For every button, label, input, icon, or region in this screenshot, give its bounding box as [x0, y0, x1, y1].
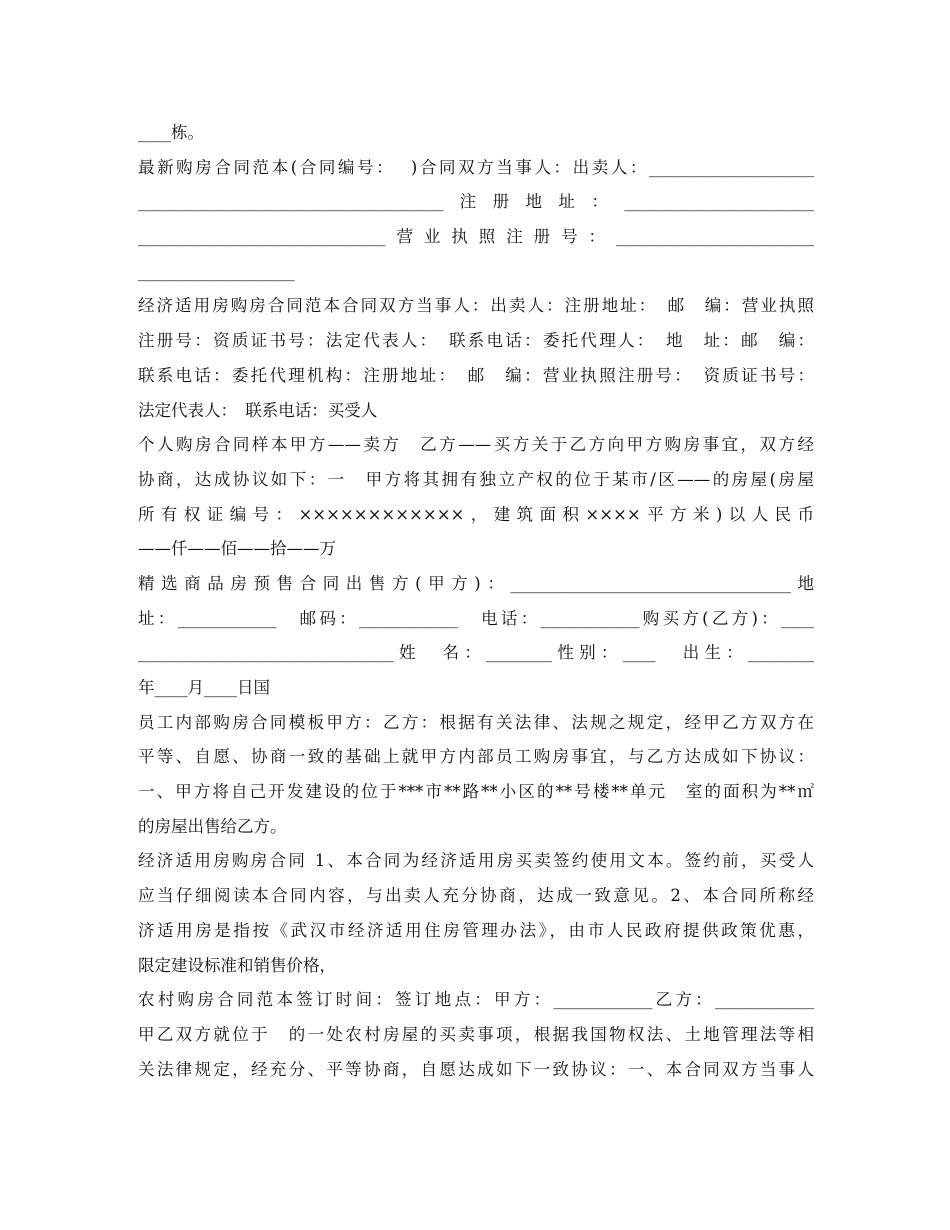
text-line: ——仟——佰——拾——万 [138, 539, 336, 559]
text-line: 关法律规定，经充分、平等协商，自愿达成如下一致协议：一、本合同双方当事人 [138, 1059, 814, 1079]
paragraph-employee-contract [138, 706, 814, 845]
text-line: 年____月____日国 [138, 678, 270, 697]
text-line: 注册号：资质证书号：法定代表人： 联系电话：委托代理人： 地 址：邮 编： [138, 331, 814, 351]
paragraph-rural-contract [138, 983, 814, 1087]
text-line: ______________________________营业执照注册号：________________________ [138, 227, 814, 247]
text-line: 农村购房合同范本签订时间：签订地点：甲方：____________乙方：____________ [138, 990, 814, 1010]
text-line: 经济适用房购房合同 1、本合同为经济适用房买卖签约使用文本。签约前，买受人 [138, 851, 814, 871]
text-line: 平等、自愿、协商一致的基础上就甲方内部员工购房事宜，与乙方达成如下协议： [138, 747, 814, 767]
text-line: 法定代表人： 联系电话：买受人 [138, 400, 378, 420]
text-line: 所有权证编号：××××××××××××，建筑面积××××平方米)以人民币 [138, 504, 814, 524]
text-line: 济适用房是指按《武汉市经济适用住房管理办法》，由市人民政府提供政策优惠， [138, 920, 814, 940]
text-line: _____________________________________注册地址：_______________________ [138, 192, 814, 212]
paragraph-building [138, 116, 814, 151]
text-line: 个人购房合同样本甲方——卖方 乙方——买方关于乙方向甲方购房事宜，双方经 [138, 435, 814, 455]
text-line: 协商，达成协议如下：一 甲方将其拥有独立产权的位于某市/区——的房屋(房屋 [138, 469, 814, 489]
text-line: 最新购房合同范本(合同编号： )合同双方当事人：出卖人：____________________ [138, 157, 814, 177]
text-line: 一、甲方将自己开发建设的位于***市**路**小区的**号楼**单元 室的面积为**㎡ [138, 782, 814, 802]
paragraph-affordable-housing-contract [138, 844, 814, 983]
text-line: 址：____________ 邮码：____________ 电话：____________购买方(乙方)：____ [138, 608, 814, 628]
text-line: 联系电话：委托代理机构：注册地址： 邮 编：营业执照注册号： 资质证书号： [138, 365, 814, 385]
text-line: _______________________________姓 名：________性别：____ 出生：________ [138, 643, 814, 663]
paragraph-latest-contract [138, 151, 814, 290]
paragraph-affordable-housing-template [138, 289, 814, 428]
text-line: 的房屋出售给乙方。 [138, 816, 287, 836]
text-line: 精选商品房预售合同出售方(甲方)：__________________________________地 [138, 573, 814, 593]
text-line: 甲乙双方就位于 的一处农村房屋的买卖事项，根据我国物权法、土地管理法等相 [138, 1024, 814, 1044]
text-line: 员工内部购房合同模板甲方：乙方：根据有关法律、法规之规定，经甲乙方双方在 [138, 712, 814, 732]
document-body [138, 116, 814, 1087]
text-line: 经济适用房购房合同范本合同双方当事人：出卖人：注册地址： 邮 编：营业执照 [138, 296, 814, 316]
paragraph-personal-contract-sample [138, 428, 814, 567]
text-line: 限定建设标准和销售价格， [138, 955, 336, 975]
text-line: ___________________ [138, 261, 295, 281]
text-line: ____栋。 [138, 123, 204, 142]
text-line: 应当仔细阅读本合同内容，与出卖人充分协商，达成一致意见。2、本合同所称经 [138, 886, 814, 906]
paragraph-presale-contract [138, 567, 814, 706]
